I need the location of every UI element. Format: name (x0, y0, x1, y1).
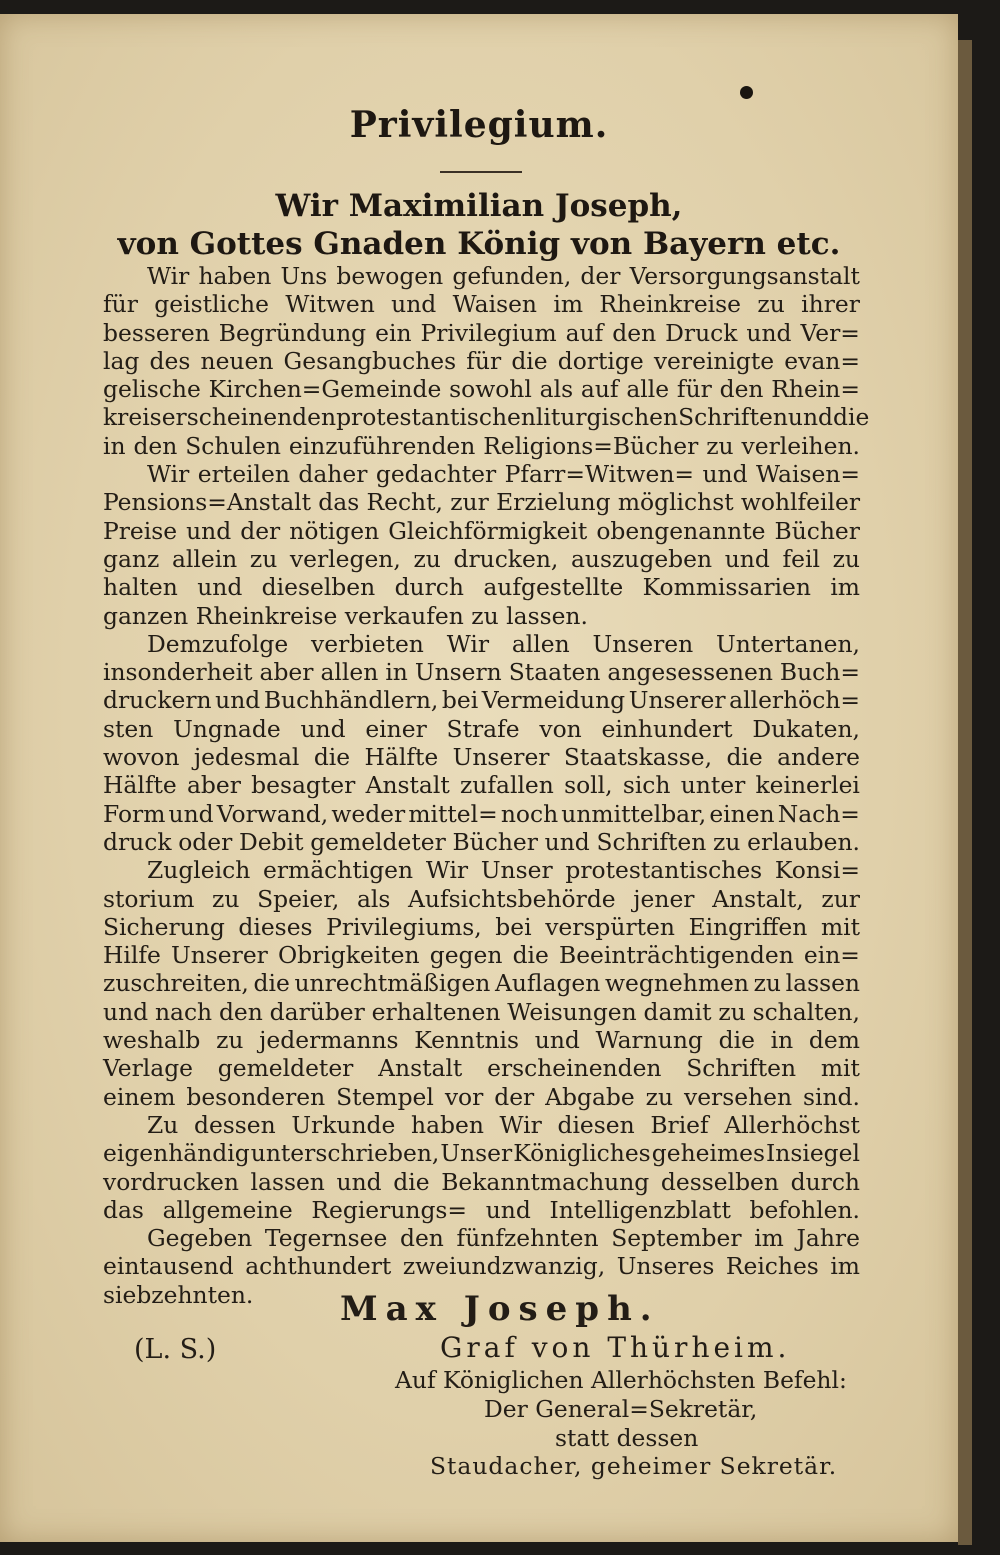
text-line: Verlage gemeldeter Anstalt erscheinenden Schriften mit (103, 1054, 860, 1083)
text-line: weshalb zu jedermanns Kenntnis und Warnung die in dem (103, 1026, 860, 1055)
text-line: gelische Kirchen=Gemeinde sowohl als auf alle für den Rhein= (103, 375, 860, 404)
general-secretary-line: Der General=Sekretär, (484, 1395, 758, 1423)
secretary-signature: Staudacher, geheimer Sekretär. (430, 1452, 838, 1480)
text-line: das allgemeine Regierungs= und Intelligenzblatt befohlen. (103, 1195, 860, 1224)
text-line: storium zu Speier, als Aufsichtsbehörde jener Anstalt, zur (103, 884, 860, 913)
text-line: vordrucken lassen und die Bekanntmachung desselben durch (103, 1167, 860, 1196)
text-line: Form und Vorwand, weder mittel= noch unmittelbar, einen Nach= (103, 799, 860, 828)
text-line: druck oder Debit gemeldeter Bücher und Schriften zu erlauben. (103, 827, 860, 856)
page-title: Privilegium. (349, 104, 609, 146)
instead-line: statt dessen (555, 1424, 699, 1452)
text-line: in den Schulen einzuführenden Religions=Bücher zu verleihen. (103, 431, 860, 460)
text-line: Gegeben Tegernsee den fünfzehnten September im Jahre (147, 1224, 860, 1253)
text-line: und nach den darüber erhaltenen Weisungen damit zu schalten, (103, 997, 860, 1026)
text-line: zuschreiten, die unrechtmäßigen Auflagen wegnehmen zu lassen (103, 969, 860, 998)
text-line: einem besonderen Stempel vor der Abgabe zu versehen sind. (103, 1082, 860, 1111)
text-line: Zu dessen Urkunde haben Wir diesen Brief Allerhöchst (147, 1110, 860, 1139)
title-divider (440, 171, 522, 173)
ruler-title: von Gottes Gnaden König von Bayern etc. (117, 226, 841, 262)
text-line: eigenhändig unterschrieben, Unser Königliches geheimes Insiegel (103, 1139, 860, 1168)
text-line: Wir erteilen daher gedachter Pfarr=Witwen= und Waisen= (147, 460, 860, 489)
text-line: Pensions=Anstalt das Recht, zur Erzielung möglichst wohlfeiler (103, 488, 860, 517)
text-line: insonderheit aber allen in Unsern Staaten angesessenen Buch= (103, 658, 860, 687)
ruler-name: Wir Maximilian Joseph, (275, 188, 683, 224)
text-line: lag des neuen Gesangbuches für die dortige vereinigte evan= (103, 346, 860, 375)
text-line: Hälfte aber besagter Anstalt zufallen soll, sich unter keinerlei (103, 771, 860, 800)
text-line: kreis erscheinenden protestantischen liturgischen Schriften und die (103, 403, 870, 432)
text-line: Demzufolge verbieten Wir allen Unseren Untertanen, (147, 629, 860, 658)
text-line: ganzen Rheinkreise verkaufen zu lassen. (103, 601, 588, 630)
text-line: Preise und der nötigen Gleichförmigkeit obengenannte Bücher (103, 516, 860, 545)
minister-signature: Graf von Thürheim. (440, 1331, 791, 1364)
king-signature: Max Joseph. (340, 1289, 660, 1329)
seal-mark: (L. S.) (134, 1334, 217, 1365)
privilege-body-text (103, 262, 870, 1309)
book-edge (958, 40, 972, 1545)
ink-spot (740, 86, 753, 99)
text-line: siebzehnten. (103, 1280, 254, 1309)
text-line: halten und dieselben durch aufgestellte Kommissarien im (103, 573, 860, 602)
command-line: Auf Königlichen Allerhöchsten Befehl: (395, 1366, 847, 1394)
text-line: wovon jedesmal die Hälfte Unserer Staatskasse, die andere (103, 743, 860, 772)
text-line: besseren Begründung ein Privilegium auf den Druck und Ver= (103, 318, 860, 347)
text-line: Zugleich ermächtigen Wir Unser protestantisches Konsi= (147, 856, 860, 885)
text-line: Sicherung dieses Privilegiums, bei verspürten Eingriffen mit (103, 912, 860, 941)
text-line: Wir haben Uns bewogen gefunden, der Versorgungsanstalt (147, 262, 860, 290)
text-line: für geistliche Witwen und Waisen im Rheinkreise zu ihrer (103, 290, 860, 319)
text-line: Hilfe Unserer Obrigkeiten gegen die Beeinträchtigenden ein= (103, 941, 860, 970)
text-line: eintausend achthundert zweiundzwanzig, Unseres Reiches im (103, 1252, 860, 1281)
text-line: sten Ungnade und einer Strafe von einhundert Dukaten, (103, 714, 860, 743)
text-line: druckern und Buchhändlern, bei Vermeidung Unserer allerhöch= (103, 686, 860, 715)
text-line: ganz allein zu verlegen, zu drucken, auszugeben und feil zu (103, 544, 860, 573)
